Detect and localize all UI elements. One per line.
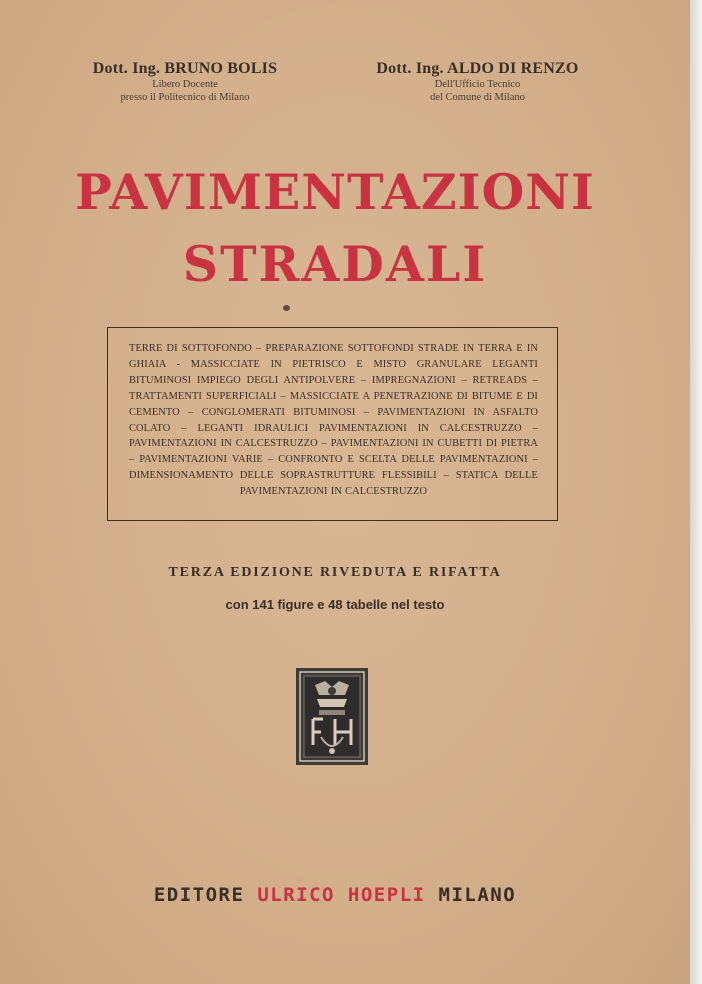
author-affiliation: del Comune di Milano <box>430 92 525 103</box>
publisher-prefix: EDITORE <box>153 884 245 906</box>
author-role: Libero Docente <box>152 79 218 90</box>
publisher-line <box>0 884 670 906</box>
ink-spot <box>283 305 290 311</box>
topics-box <box>107 327 558 521</box>
scan-background-edge <box>690 0 702 984</box>
author-name: Dott. Ing. BRUNO BOLIS <box>92 60 278 77</box>
hoepli-publisher-emblem-icon <box>295 667 369 766</box>
edition-note: TERZA EDIZIONE RIVEDUTA E RIFATTA <box>168 565 502 580</box>
topics-list: TERRE DI SOTTOFONDO – PREPARAZIONE SOTTOFONDI STRADE IN TERRA E IN GHIAIA - MASSICCIATE IN PIETRISCO E MISTO GRANULARE LEGANTI BITUMINOSI IMPIEGO DEGLI ANTIPOLVERE – IMPREGNAZIONI – RETREADS – TRATTAMENTI SUPERFICIALI – MASSICCIATE A PENETRAZIONE DI BITUME E DI CEMENTO – CONGLOMERATI BITUMINOSI – PAVIMENTAZIONI IN ASFALTO COLATO – LEGANTI IDRAULICI PAVIMENTAZIONI IN CALCESTRUZZO – PAVIMENTAZIONI IN CALCESTRUZZO – PAVIMENTAZIONI IN CUBETTI DI PIETRA – PAVIMENTAZIONI VARIE – CONFRONTO E SCELTA DELLE PAVIMENTAZIONI – DIMENSIONAMENTO DELLE SOPRASTRUTTURE FLESSIBILI – STATICA DELLE PAVIMENTAZIONI IN CALCESTRUZZO <box>129 343 538 498</box>
author-di-renzo <box>355 60 600 104</box>
figures-note: con 141 figure e 48 tabelle nel testo <box>225 597 445 612</box>
book-title-line-1: PAVIMENTAZIONI <box>75 163 595 221</box>
author-affiliation: presso il Politecnico di Milano <box>120 92 250 103</box>
author-bolis <box>70 60 300 104</box>
publisher-name: ULRICO HOEPLI <box>257 884 426 906</box>
author-role: Dell'Ufficio Tecnico <box>434 79 521 90</box>
book-title-line-2: STRADALI <box>182 235 488 293</box>
publisher-city: MILANO <box>438 884 517 906</box>
author-name: Dott. Ing. ALDO DI RENZO <box>376 60 579 77</box>
